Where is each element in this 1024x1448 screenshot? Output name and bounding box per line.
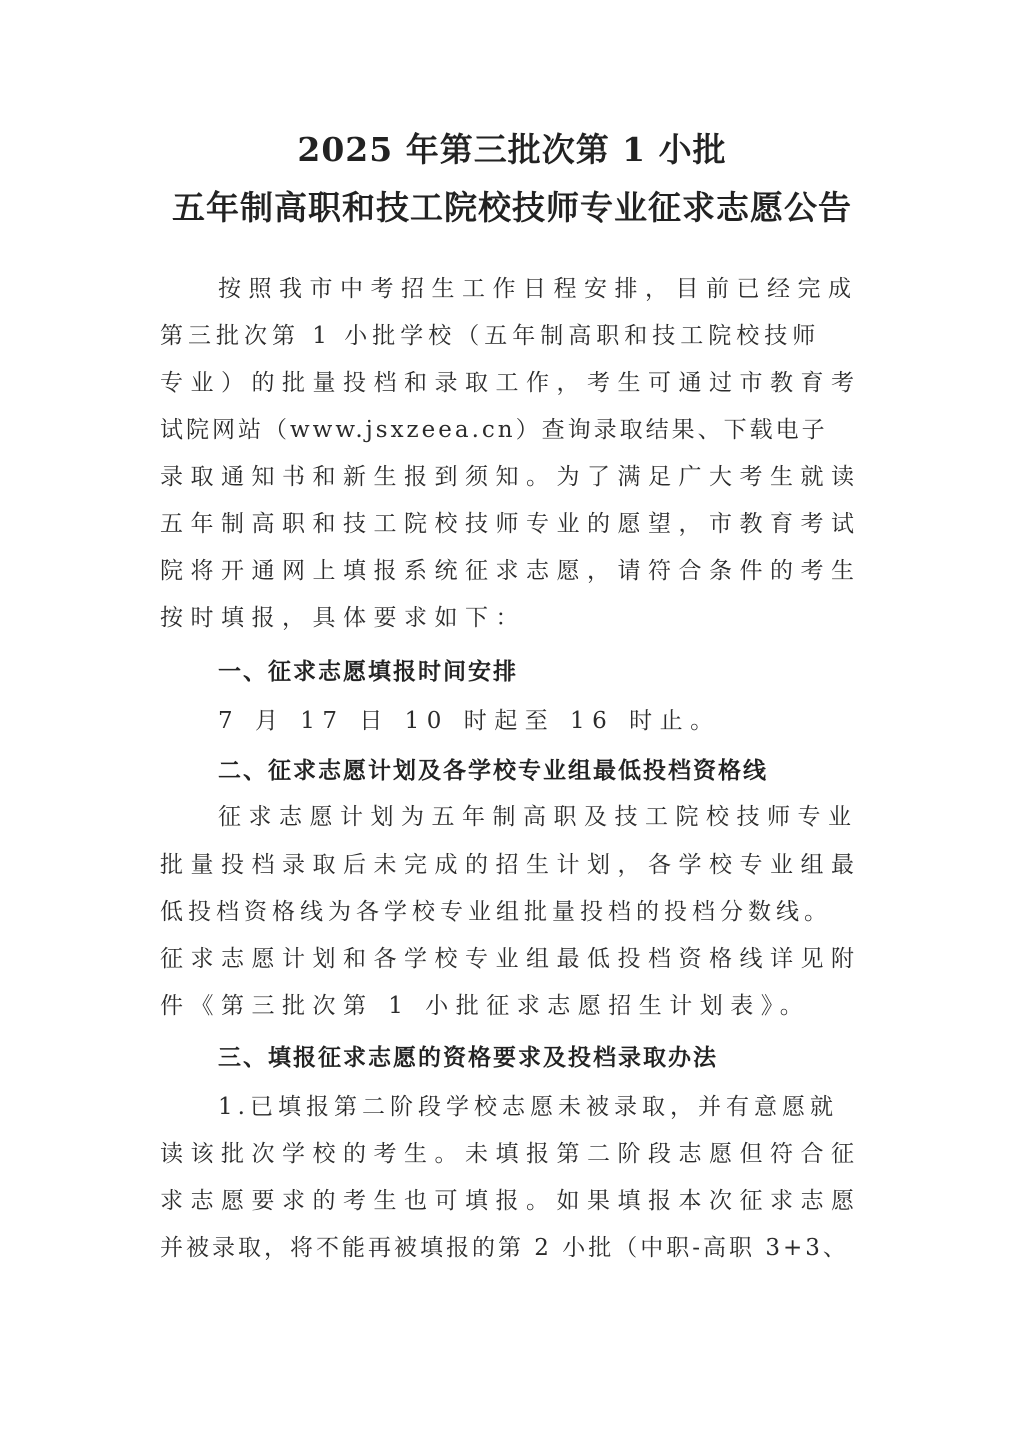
paragraph-line: 求志愿要求的考生也可填报。如果填报本次征求志愿 xyxy=(160,1188,862,1214)
paragraph-line: 读该批次学校的考生。未填报第二阶段志愿但符合征 xyxy=(160,1141,862,1167)
paragraph-line: 7 月 17 日 10 时起至 16 时止。 xyxy=(218,708,721,734)
paragraph-line: 五年制高职和技工院校技师专业的愿望，市教育考试 xyxy=(160,511,862,537)
paragraph-line: 第三批次第 1 小批学校（五年制高职和技工院校技师 xyxy=(160,323,821,349)
document-title-line-2: 五年制高职和技工院校技师专业征求志愿公告 xyxy=(172,188,852,227)
paragraph-line: 专业）的批量投档和录取工作，考生可通过市教育考 xyxy=(160,370,862,396)
paragraph-line: 低投档资格线为各学校专业组批量投档的投档分数线。 xyxy=(160,899,832,925)
paragraph-line: 并被录取，将不能再被填报的第 2 小批（中职-高职 3+3、 xyxy=(160,1235,849,1261)
paragraph-line: 1.已填报第二阶段学校志愿未被录取，并有意愿就 xyxy=(218,1094,838,1120)
paragraph-line: 院将开通网上填报系统征求志愿，请符合条件的考生 xyxy=(160,558,862,584)
paragraph-line: 批量投档录取后未完成的招生计划，各学校专业组最 xyxy=(160,852,862,878)
paragraph-line: 按照我市中考招生工作日程安排，目前已经完成 xyxy=(218,276,859,302)
paragraph-line: 件《第三批次第 1 小批征求志愿招生计划表》。 xyxy=(160,993,811,1019)
section-heading-2: 二、征求志愿计划及各学校专业组最低投档资格线 xyxy=(218,758,768,784)
section-heading-3: 三、填报征求志愿的资格要求及投档录取办法 xyxy=(218,1045,718,1071)
paragraph-line: 征求志愿计划和各学校专业组最低投档资格线详见附 xyxy=(160,946,862,972)
section-heading-1: 一、征求志愿填报时间安排 xyxy=(218,659,518,685)
paragraph-line: 征求志愿计划为五年制高职及技工院校技师专业 xyxy=(218,804,859,830)
paragraph-line: 试院网站（www.jsxzeea.cn）查询录取结果、下载电子 xyxy=(160,417,828,443)
paragraph-line: 按时填报，具体要求如下： xyxy=(160,605,526,631)
paragraph-line: 录取通知书和新生报到须知。为了满足广大考生就读 xyxy=(160,464,862,490)
document-title-line-1: 2025 年第三批次第 1 小批 xyxy=(297,130,727,169)
